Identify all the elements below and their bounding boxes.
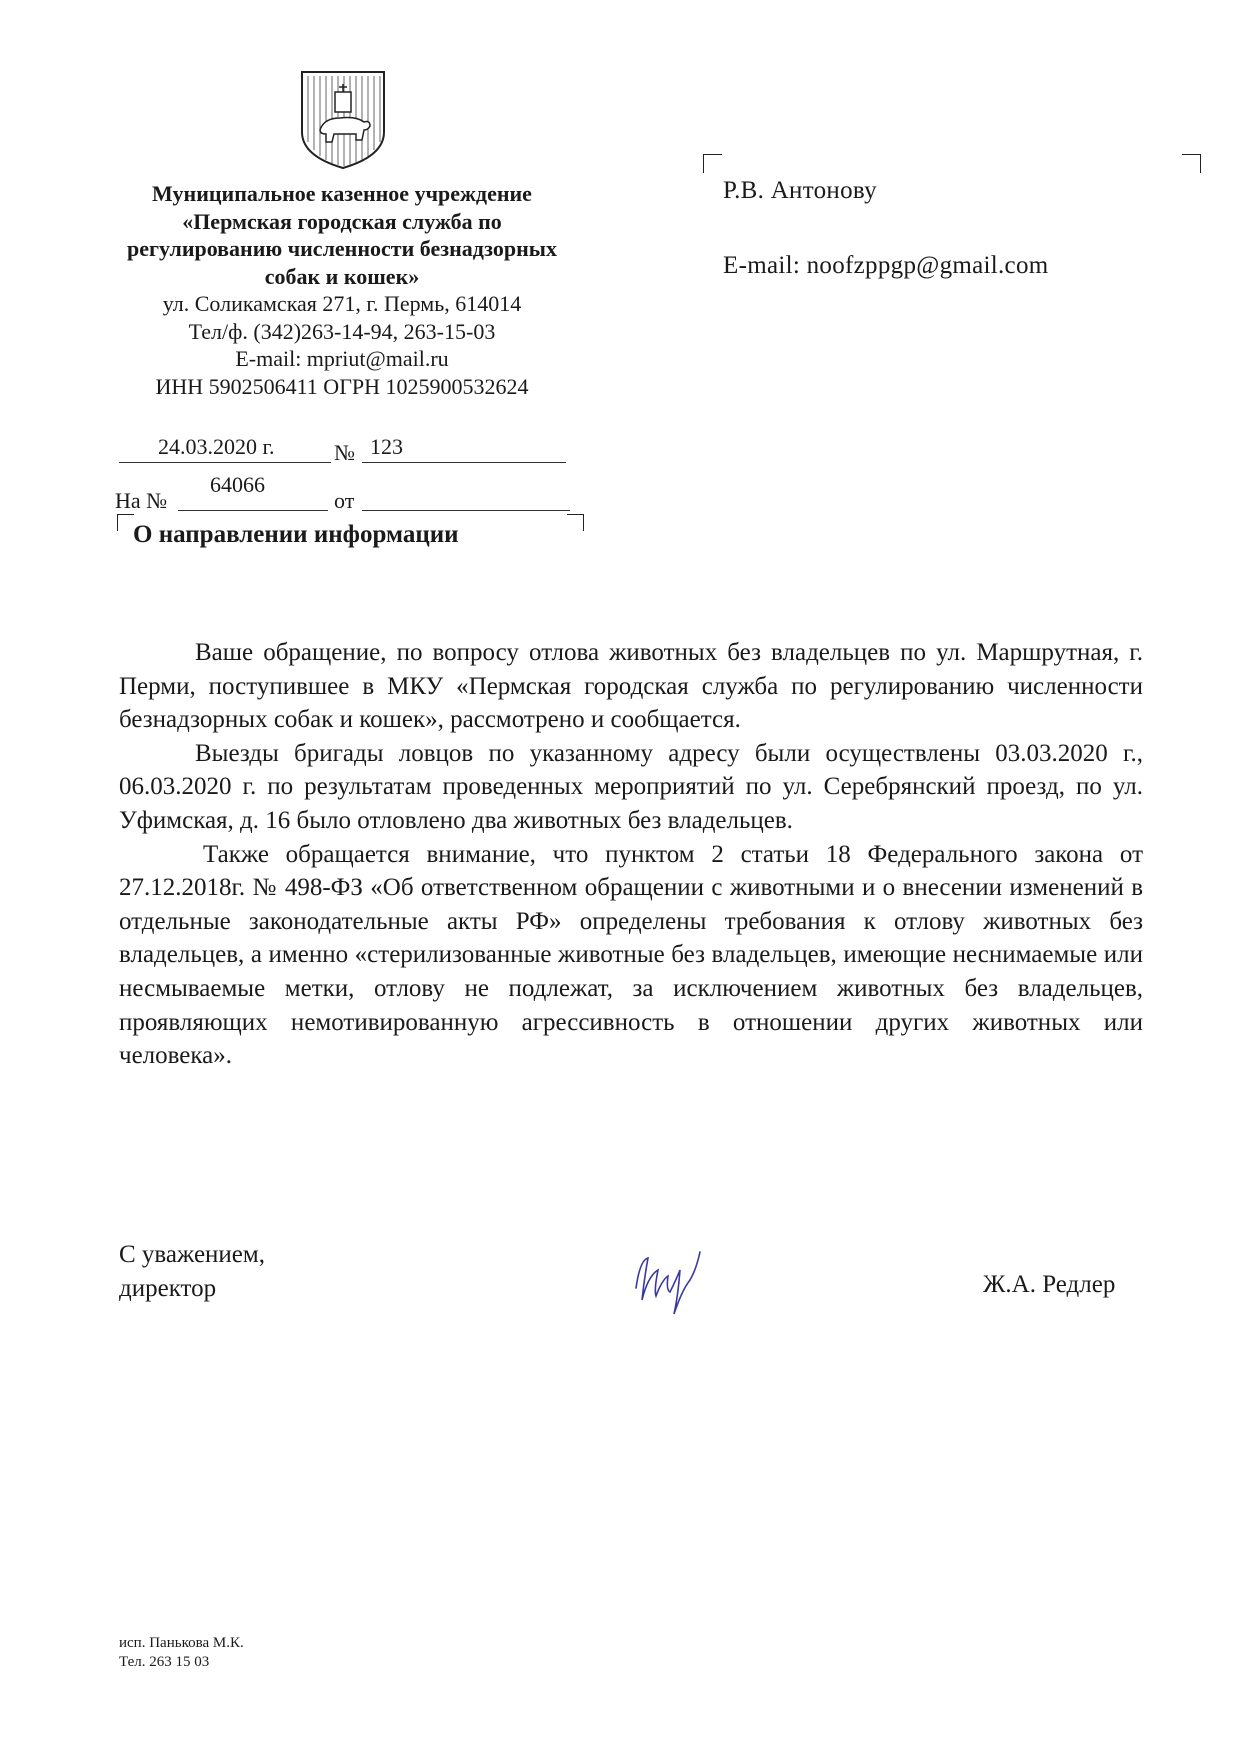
body-paragraph-2: Выезды бригады ловцов по указанному адресу были осуществлены 03.03.2020 г., 06.03.2020 г. по результатам проведенных мероприятий по ул. Серебрянский проезд, по ул. Уфимская, д. 16 было отловлено два животных без владельцев.	[119, 739, 1143, 834]
recipient-name: Р.В. Антонову	[723, 177, 877, 204]
body-paragraph-1: Ваше обращение, по вопросу отлова животных без владельцев по ул. Маршрутная, г. Перми, поступившее в МКУ «Пермская городская служба по регулированию численности безнадзорных собак и кошек», рассмотрено и сообщается.	[119, 639, 1143, 734]
handwritten-signature	[630, 1240, 710, 1320]
number-underline	[362, 462, 566, 463]
letter-subject: О направлении информации	[133, 521, 459, 548]
organization-address: ул. Соликамская 271, г. Пермь, 614014	[162, 291, 522, 316]
letter-body	[119, 636, 1143, 1073]
recipient-corner-left	[703, 154, 722, 173]
reply-number-label: На №	[115, 488, 168, 513]
organization-name-line-2: «Пермская городская служба по	[182, 208, 502, 234]
organization-phone: Тел/ф. (342)263-14-94, 263-15-03	[188, 318, 496, 344]
organization-email: E-mail: mpriut@mail.ru	[235, 346, 449, 371]
organization-name-line-1: Муниципальное казенное учреждение	[152, 181, 532, 206]
number-label: №	[334, 440, 355, 465]
subject-corner-right	[567, 514, 584, 531]
closing-greeting: С уважением,	[119, 1241, 265, 1268]
organization-name-line-3: регулированию численности безнадзорных	[127, 236, 557, 261]
subject-corner-left	[117, 514, 134, 531]
closing-block	[119, 1238, 265, 1305]
recipient-corner-right	[1182, 154, 1201, 173]
organization-block	[96, 180, 588, 400]
signer-name: Ж.А. Редлер	[983, 1271, 1116, 1298]
recipient-email: E-mail: noofzppgp@gmail.com	[723, 252, 1049, 279]
organization-name-line-4: собак и кошек»	[264, 263, 420, 289]
reply-number-underline	[178, 510, 328, 511]
outgoing-date: 24.03.2020 г.	[158, 434, 275, 459]
body-paragraph-3: Также обращается внимание, что пунктом 2 статьи 18 Федерального закона от 27.12.2018г. № 498-ФЗ «Об ответственном обращении с животными и о внесении изменений в отдельные законодательные акты РФ» определены требования к отлову животных без владельцев, а именно «стерилизованные животные без владельцев, имеющие неснимаемые или несмываемые метки, отлову не подлежат, за исключением животных без владельцев, проявляющих немотивированную агрессивность в отношении других животных или человека».	[119, 840, 1143, 1070]
executor-name: исп. Панькова М.К.	[119, 1635, 244, 1651]
reply-number: 64066	[210, 472, 265, 497]
executor-phone: Тел. 263 15 03	[119, 1654, 210, 1670]
coat-of-arms-emblem	[298, 70, 388, 170]
date-underline	[119, 462, 331, 463]
from-date-underline	[362, 510, 570, 511]
from-label: от	[334, 488, 355, 513]
signer-position: директор	[119, 1274, 217, 1302]
organization-requisites: ИНН 5902506411 ОГРН 1025900532624	[155, 373, 529, 399]
outgoing-number: 123	[370, 434, 403, 459]
executor-block	[119, 1634, 244, 1672]
